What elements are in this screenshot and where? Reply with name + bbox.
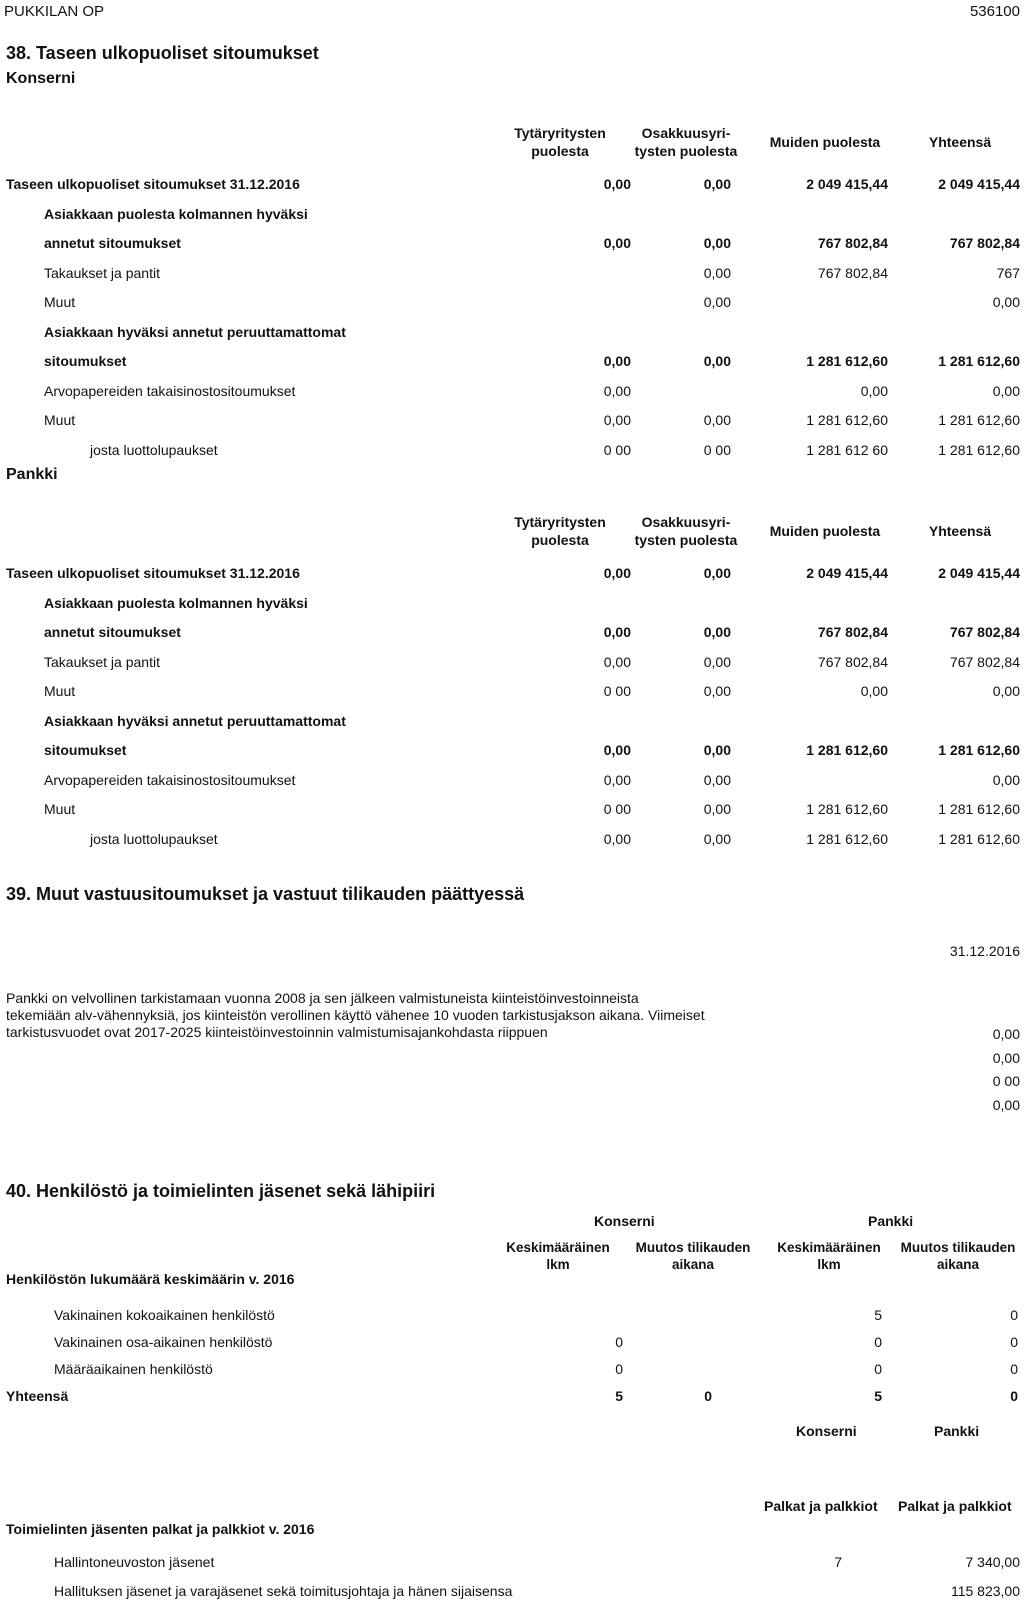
- table-cell-value: 2 049 415,44: [806, 565, 888, 581]
- section-40-title: 40. Henkilöstö ja toimielinten jäsenet sekä lähipiiri: [6, 1181, 436, 1201]
- section-39-value: 0 00: [992, 1073, 1020, 1089]
- table-cell-value: 0 00: [603, 801, 631, 817]
- table-cell-value: 2 049 415,44: [938, 176, 1020, 192]
- table-row-label: annetut sitoumukset: [44, 624, 181, 640]
- table-cell-value: 0,00: [860, 683, 888, 699]
- table-cell-value: 0,00: [992, 771, 1020, 788]
- table-cell-value: 1 281 612 60: [806, 441, 888, 458]
- section-38-pankki-heading: Pankki: [6, 466, 58, 483]
- table-cell-value: 2 049 415,44: [938, 565, 1020, 581]
- staff-cell-value: 5: [874, 1388, 882, 1404]
- table-cell-value: 0 00: [603, 683, 631, 699]
- table-cell-value: 0,00: [603, 742, 631, 758]
- table-cell-value: 0,00: [603, 235, 631, 251]
- staff-row-label: Yhteensä: [6, 1388, 69, 1404]
- table-cell-value: 1 281 612,60: [938, 353, 1020, 369]
- table-row-label: Asiakkaan puolesta kolmannen hyväksi: [44, 205, 308, 222]
- header-code: 536100: [969, 3, 1020, 20]
- table-cell-value: 2 049 415,44: [806, 176, 888, 192]
- staff-group-konserni: Konserni: [594, 1213, 655, 1229]
- staff-cell-value: 5: [615, 1388, 623, 1404]
- table-cell-value: 1 281 612,60: [938, 742, 1020, 758]
- table-cell-value: 0,00: [703, 565, 731, 581]
- staff-cell-value: 0: [1010, 1361, 1018, 1377]
- table-row-label: Taseen ulkopuoliset sitoumukset 31.12.2016: [6, 176, 300, 192]
- table-cell-value: 767: [996, 264, 1020, 281]
- table-row-label: annetut sitoumukset: [44, 235, 181, 251]
- table-row-label: Asiakkaan puolesta kolmannen hyväksi: [44, 594, 308, 611]
- table-row-label: Muut: [44, 801, 76, 817]
- table-cell-value: 0,00: [603, 830, 631, 847]
- section-39-value: 0,00: [992, 1096, 1020, 1113]
- staff-heading: Henkilöstön lukumäärä keskimäärin v. 2016: [6, 1271, 295, 1287]
- col-header-total: Yhteensä: [928, 523, 992, 539]
- pay-cell-value: 115 823,00: [950, 1583, 1020, 1599]
- pay-cell-value: 7: [834, 1554, 842, 1570]
- table-cell-value: 0,00: [703, 801, 731, 817]
- col-header-subsidiaries: Tytäryritysten puolesta: [514, 514, 606, 548]
- staff-cell-value: 0: [1010, 1334, 1018, 1350]
- table-cell-value: 0,00: [703, 683, 731, 699]
- section-39-value: 0,00: [992, 1049, 1020, 1066]
- table-row-label: Asiakkaan hyväksi annetut peruuttamattomat: [44, 323, 346, 340]
- table-cell-value: 0,00: [603, 176, 631, 192]
- table-cell-value: 1 281 612,60: [806, 412, 888, 428]
- pay-cell-value: 7 340,00: [965, 1554, 1020, 1570]
- table-row-label: Muut: [44, 294, 76, 310]
- table-row-label: Takaukset ja pantit: [44, 264, 160, 281]
- table-cell-value: 0,00: [992, 382, 1020, 399]
- table-cell-value: 0,00: [703, 830, 731, 847]
- table-cell-value: 0,00: [703, 653, 731, 670]
- table-cell-value: 1 281 612,60: [806, 742, 888, 758]
- table-cell-value: 0,00: [703, 294, 731, 310]
- table-row-label: Arvopapereiden takaisinostositoumukset: [44, 382, 296, 399]
- staff-col-header: Keskimääräinen lkm: [506, 1240, 610, 1272]
- table-cell-value: 0,00: [603, 382, 631, 399]
- table-cell-value: 0,00: [703, 624, 731, 640]
- table-cell-value: 767 802,84: [817, 653, 888, 670]
- table-cell-value: 767 802,84: [949, 653, 1020, 670]
- table-cell-value: 0,00: [703, 742, 731, 758]
- section-38-title: 38. Taseen ulkopuoliset sitoumukset: [6, 43, 319, 63]
- col-header-subsidiaries: Tytäryritysten puolesta: [514, 125, 606, 159]
- table-cell-value: 0 00: [603, 441, 631, 458]
- header-company: PUKKILAN OP: [4, 3, 105, 20]
- table-cell-value: 0,00: [860, 382, 888, 399]
- staff-row-label: Vakinainen kokoaikainen henkilöstö: [54, 1307, 275, 1323]
- staff-cell-value: 0: [615, 1361, 623, 1377]
- pay-row-label: Hallituksen jäsenet ja varajäsenet sekä toimitusjohtaja ja hänen sijaisensa: [54, 1583, 513, 1599]
- staff-cell-value: 0: [615, 1334, 623, 1350]
- col-header-others: Muiden puolesta: [769, 134, 881, 150]
- table-row-label: Arvopapereiden takaisinostositoumukset: [44, 771, 296, 788]
- table-cell-value: 0,00: [603, 771, 631, 788]
- table-cell-value: 1 281 612,60: [806, 830, 888, 847]
- staff-col-header: Keskimääräinen lkm: [777, 1240, 881, 1272]
- staff-cell-value: 0: [874, 1361, 882, 1377]
- table-cell-value: 0,00: [603, 353, 631, 369]
- table-cell-value: 767 802,84: [949, 624, 1020, 640]
- table-cell-value: 0,00: [603, 653, 631, 670]
- staff-row-label: Vakinainen osa-aikainen henkilöstö: [54, 1334, 273, 1350]
- section-39-paragraph: Pankki on velvollinen tarkistamaan vuonna 2008 ja sen jälkeen valmistuneista kiinteistöinvestoinneista tekemiään alv-vähennyksiä, jos kiinteistön verollinen käyttö vähenee 10 vuoden tarkistusjakson aikana. Viimeiset tarkistusvuodet ovat 2017-2025 kiinteistöinvestoinnin valmistumisajankohdasta riippuen: [6, 990, 705, 1040]
- table-cell-value: 0,00: [603, 565, 631, 581]
- table-cell-value: 767 802,84: [817, 235, 888, 251]
- table-row-label: Muut: [44, 412, 76, 428]
- pay-row-label: Hallintoneuvoston jäsenet: [54, 1554, 215, 1570]
- table-cell-value: 1 281 612,60: [938, 830, 1020, 847]
- table-row-label: Muut: [44, 683, 76, 699]
- table-row-label: sitoumukset: [44, 742, 127, 758]
- table-cell-value: 0,00: [992, 683, 1020, 699]
- staff-row-label: Määräaikainen henkilöstö: [54, 1361, 213, 1377]
- staff-col-header: Muutos tilikauden aikana: [635, 1240, 751, 1272]
- staff-cell-value: 0: [704, 1388, 712, 1404]
- table-row-label: josta luottolupaukset: [90, 830, 218, 847]
- table-cell-value: 1 281 612,60: [806, 353, 888, 369]
- staff-cell-value: 0: [1010, 1307, 1018, 1323]
- pay-col-header-konserni: Palkat ja palkkiot: [764, 1498, 878, 1514]
- table-row-label: Asiakkaan hyväksi annetut peruuttamattomat: [44, 712, 346, 729]
- staff-cell-value: 0: [874, 1334, 882, 1350]
- table-cell-value: 0,00: [703, 353, 731, 369]
- staff-group-pankki: Pankki: [868, 1213, 914, 1229]
- pay-group-konserni: Konserni: [796, 1423, 857, 1439]
- col-header-associates: Osakkuusyri- tysten puolesta: [634, 125, 738, 159]
- col-header-associates: Osakkuusyri- tysten puolesta: [634, 514, 738, 548]
- table-cell-value: 1 281 612,60: [938, 412, 1020, 428]
- table-cell-value: 0,00: [603, 624, 631, 640]
- table-row-label: Takaukset ja pantit: [44, 653, 160, 670]
- table-cell-value: 0,00: [703, 176, 731, 192]
- table-cell-value: 0,00: [703, 264, 731, 281]
- section-38-konserni-heading: Konserni: [6, 70, 76, 87]
- table-cell-value: 0,00: [703, 412, 731, 428]
- pay-heading: Toimielinten jäsenten palkat ja palkkiot v. 2016: [6, 1521, 315, 1537]
- table-cell-value: 0,00: [992, 294, 1020, 310]
- section-39-date: 31.12.2016: [949, 943, 1020, 959]
- section-39-title: 39. Muut vastuusitoumukset ja vastuut tilikauden päättyessä: [6, 884, 525, 904]
- col-header-others: Muiden puolesta: [769, 523, 881, 539]
- table-cell-value: 767 802,84: [817, 264, 888, 281]
- section-39-value: 0,00: [992, 1026, 1020, 1042]
- pay-col-header-pankki: Palkat ja palkkiot: [898, 1498, 1012, 1514]
- staff-cell-value: 5: [874, 1307, 882, 1323]
- table-cell-value: 0,00: [703, 235, 731, 251]
- staff-cell-value: 0: [1010, 1388, 1018, 1404]
- table-cell-value: 767 802,84: [949, 235, 1020, 251]
- table-cell-value: 0,00: [603, 412, 631, 428]
- table-row-label: sitoumukset: [44, 353, 127, 369]
- table-cell-value: 0 00: [703, 441, 731, 458]
- col-header-total: Yhteensä: [928, 134, 992, 150]
- table-row-label: josta luottolupaukset: [90, 441, 218, 458]
- table-cell-value: 1 281 612,60: [806, 801, 888, 817]
- staff-col-header: Muutos tilikauden aikana: [900, 1240, 1016, 1272]
- table-cell-value: 767 802,84: [817, 624, 888, 640]
- table-cell-value: 1 281 612,60: [938, 441, 1020, 458]
- table-cell-value: 1 281 612,60: [938, 801, 1020, 817]
- pay-group-pankki: Pankki: [934, 1423, 980, 1439]
- table-cell-value: 0,00: [703, 771, 731, 788]
- table-row-label: Taseen ulkopuoliset sitoumukset 31.12.2016: [6, 565, 300, 581]
